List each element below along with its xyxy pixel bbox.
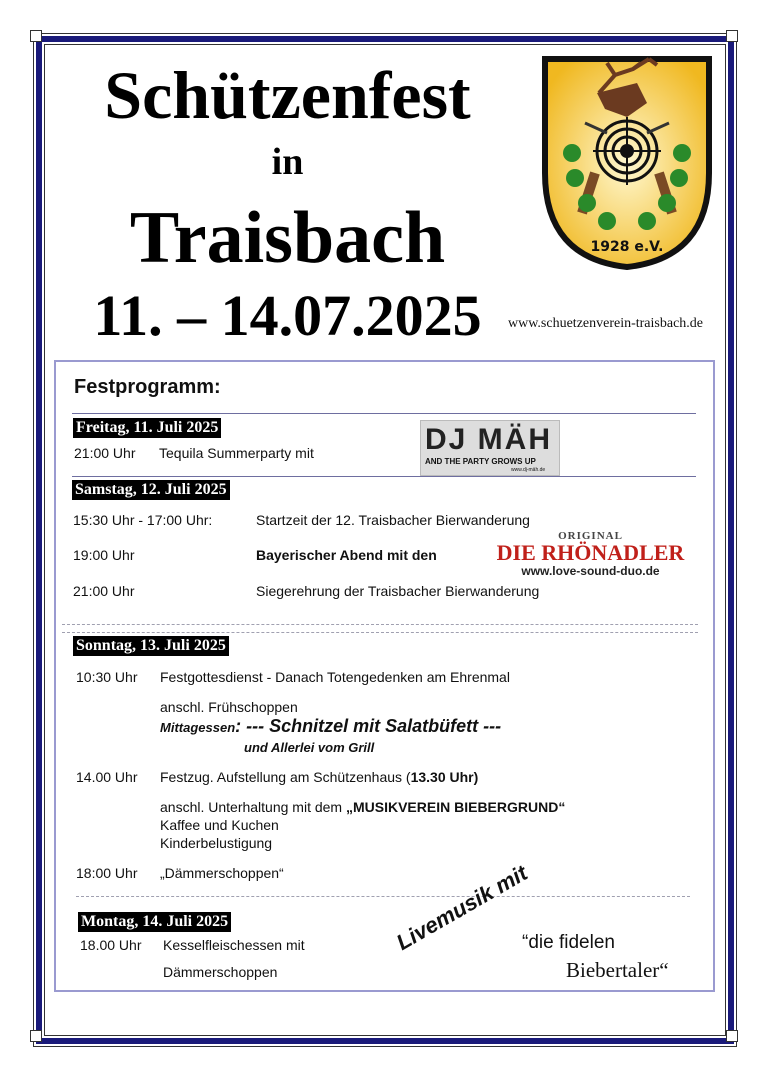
- event-dates: 11. – 14.07.2025: [93, 283, 482, 348]
- sun-time-1: 10:30 Uhr: [76, 669, 138, 685]
- divider: [72, 476, 696, 477]
- divider: [62, 624, 698, 625]
- corner-ornament: [726, 1030, 738, 1042]
- program-heading: Festprogramm:: [74, 376, 221, 398]
- sun-event-2b: anschl. Unterhaltung mit dem „MUSIKVEREIN BIEBERGRUND“: [160, 799, 566, 815]
- sat-event-3: Siegerehrung der Traisbacher Bierwanderung: [256, 583, 540, 599]
- sun-event-1b: anschl. Frühschoppen: [160, 699, 298, 715]
- website-link[interactable]: www.schuetzenverein-traisbach.de: [508, 316, 704, 331]
- sun-time-3: 18:00 Uhr: [76, 865, 138, 881]
- band-name-2: Biebertaler“: [566, 958, 669, 982]
- lunch-sub: und Allerlei vom Grill: [244, 740, 375, 755]
- band-name-1: “die fidelen: [522, 932, 615, 953]
- sun-event-3: „Dämmerschoppen“: [160, 865, 284, 881]
- day-label-friday: Freitag, 11. Juli 2025: [73, 418, 221, 438]
- mon-event-2: Dämmerschoppen: [163, 964, 278, 980]
- sat-event-2: Bayerischer Abend mit den: [256, 547, 437, 563]
- mon-event-1: Kesselfleischessen mit: [163, 937, 305, 953]
- friday-event: Tequila Summerparty mit: [159, 445, 314, 461]
- svg-text:1928 e.V.: 1928 e.V.: [590, 239, 664, 255]
- corner-ornament: [30, 1030, 42, 1042]
- day-label-sunday: Sonntag, 13. Juli 2025: [73, 636, 229, 656]
- sun-event-2: Festzug. Aufstellung am Schützenhaus (13.30 Uhr): [160, 769, 479, 785]
- divider: [72, 413, 696, 414]
- sun-event-1: Festgottesdienst - Danach Totengedenken am Ehrenmal: [160, 669, 510, 685]
- sun-event-2d: Kinderbelustigung: [160, 835, 273, 851]
- rhoenadler-logo: ORIGINAL DIE RHÖNADLER www.love-sound-duo.de: [496, 530, 685, 578]
- mon-time: 18.00 Uhr: [80, 937, 142, 953]
- livemusik-text: Livemusik mit: [392, 860, 532, 956]
- sun-time-2: 14.00 Uhr: [76, 769, 138, 785]
- day-label-saturday: Samstag, 12. Juli 2025: [72, 480, 230, 500]
- sat-event-1: Startzeit der 12. Traisbacher Bierwanderung: [256, 512, 530, 528]
- club-logo-icon: [537, 53, 717, 273]
- sat-time-1: 15:30 Uhr - 17:00 Uhr:: [73, 512, 213, 528]
- divider: [62, 632, 698, 633]
- lunch-line: Mittagessen: --- Schnitzel mit Salatbüfett ---: [160, 716, 502, 736]
- sun-event-2c: Kaffee und Kuchen: [160, 817, 279, 833]
- divider: [76, 896, 690, 897]
- title-traisbach: Traisbach: [129, 197, 446, 279]
- sat-time-3: 21:00 Uhr: [73, 583, 135, 599]
- corner-ornament: [726, 30, 738, 42]
- friday-time: 21:00 Uhr: [74, 445, 136, 461]
- title-in: in: [271, 141, 304, 183]
- corner-ornament: [30, 30, 42, 42]
- sat-time-2: 19:00 Uhr: [73, 547, 135, 563]
- day-label-monday: Montag, 14. Juli 2025: [78, 912, 231, 932]
- title-schuetzenfest: Schützenfest: [104, 57, 471, 133]
- dj-maeh-logo: DJ MÄH AND THE PARTY GROWS UP www.dj-mäh.de: [420, 420, 560, 476]
